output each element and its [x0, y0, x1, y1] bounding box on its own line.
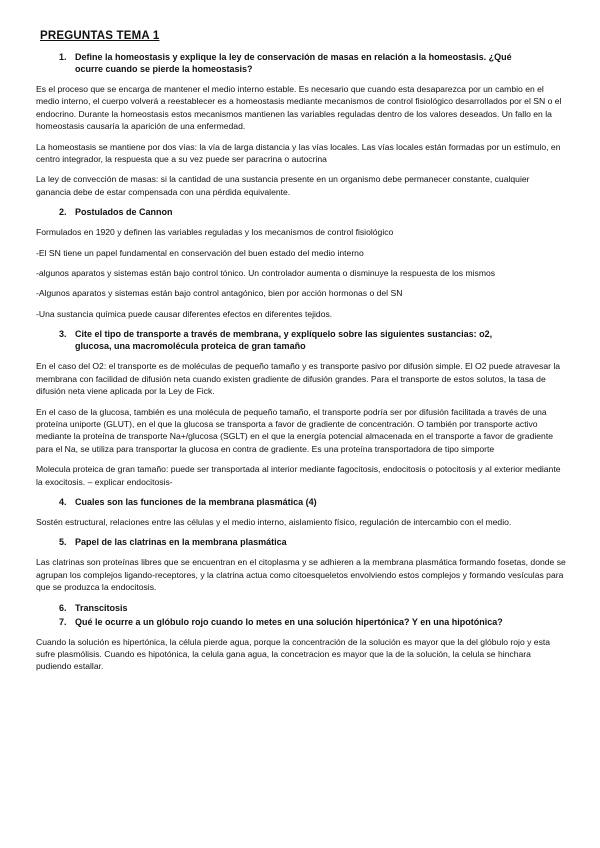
answer-paragraph: Sostén estructural, relaciones entre las células y el medio interno, aislamiento físico, regulación de intercambio con el medio. [36, 516, 512, 527]
question-number: 6. [59, 602, 67, 613]
answer-paragraph: -Una sustancia química puede causar diferentes efectos en diferentes tejidos. [36, 308, 333, 319]
answer-paragraph: Formulados en 1920 y definen las variables reguladas y los mecanismos de control fisiológico [36, 227, 394, 238]
question-text: Postulados de Cannon [75, 207, 173, 218]
answer-paragraph: -El SN tiene un papel fundamental en conservación del buen estado del medio interno [36, 247, 364, 258]
question-number: 4. [59, 496, 67, 507]
question-number: 7. [59, 616, 67, 627]
answer-paragraph: En el caso del O2: el transporte es de moléculas de pequeño tamaño y es transporte pasivo por difusión simple. El O2 puede atravesar la membrana con facilidad de difusión neta cuando existen gradiente de difusión grandes. Para el transporte de estos solutos, la tasa de difusión neta viene aplicada por la Ley de Fick. [36, 361, 561, 397]
question-heading [36, 536, 566, 548]
question-text: Transcitosis [75, 602, 128, 613]
question-text: Define la homeostasis y explique la ley de conservación de masas en relación a la homeostasis. ¿Qué ocurre cuando se pierde la homeostasis? [75, 52, 512, 74]
answer-paragraph: Es el proceso que se encarga de mantener el medio interno estable. Es necesario que cuando esta desaparezca por un cambio en el medio interno, el cuerpo volverá a reestablecer es a homeostasis mediante mecanismos de control fisiológico desarrollados por el SN o el endocrino. Durante la homeostasis estos mecanismos mantienen las variables reguladas dentro de los valores deseados. Un fallo en la homeostasis causaría la aparición de una enfermedad. [36, 84, 562, 132]
answer-paragraph: Molecula proteica de gran tamaño: puede ser transportada al interior mediante fagocitosis, endocitosis o potocitosis y al exterior mediante la exocitosis. – explicar endocitosis- [36, 464, 561, 487]
answer-paragraph: -algunos aparatos y sistemas están bajo control tónico. Un controlador aumenta o disminuye la respuesta de los mismos [36, 268, 496, 279]
question-number: 5. [59, 537, 67, 548]
question-text: Qué le ocurre a un glóbulo rojo cuando lo metes en una solución hipertónica? Y en una hipotónica? [75, 616, 503, 627]
answer-paragraph: La ley de convección de masas: si la cantidad de una sustancia presente en un organismo debe permanecer constante, cualquier ganancia debe de estar compensada con una pérdida equivalente. [36, 174, 530, 197]
answer-paragraph: En el caso de la glucosa, también es una molécula de pequeño tamaño, el transporte podría ser por difusión facilitada a través de una proteína uniporte (GLUT), en el que la glucosa se transporta a favor de gradiente de concentración. O también por transporte activo mediante la proteína de transporte Na+/glucosa (SGLT) en el que la energía potencial almacenada en el transporte a favor de gradiente para el Na, se utiliza para transportar la glucosa en contra de gradiente. Es una proteína transportadora de tipo simporte [36, 406, 553, 454]
question-number: 1. [59, 52, 67, 62]
question-heading [36, 206, 566, 218]
question-heading [36, 328, 566, 352]
question-number: 3. [59, 329, 67, 340]
document-page [36, 30, 566, 681]
answer-paragraph: Cuando la solución es hipertónica, la célula pierde agua, porque la concentración de la solución es mayor que la del glóbulo rojo y esta sufre plasmólisis. Cuando es hipotónica, la celula gana agua, la concetracion es mayor que la de la solución, la celula se hinchara pudiendo estallar. [36, 636, 551, 672]
answer-paragraph: La homeostasis se mantiene por dos vías: la vía de larga distancia y las vías locales. Las vías locales están formadas por un estímulo, en centro integrador, la respuesta que a su vez puede ser paracrina o autocrina [36, 141, 561, 165]
page-title: PREGUNTAS TEMA 1 [40, 30, 160, 42]
question-text: Cite el tipo de transporte a través de membrana, y explíquelo sobre las siguientes sustancias: o2, glucosa, una macromolécula proteica de gran tamaño [75, 329, 493, 352]
question-text: Cuales son las funciones de la membrana plasmática (4) [75, 496, 317, 507]
answer-paragraph: -Algunos aparatos y sistemas están bajo control antagónico, bien por acción hormonas o del SN [36, 288, 403, 299]
question-heading [36, 616, 566, 628]
question-heading [36, 496, 566, 508]
question-heading [36, 51, 566, 75]
question-heading [36, 602, 566, 614]
question-text: Papel de las clatrinas en la membrana plasmática [75, 537, 287, 548]
document-body [36, 51, 566, 673]
answer-paragraph: Las clatrinas son proteínas libres que se encuentran en el citoplasma y se adhieren a la membrana plasmática formando fosetas, donde se agrupan los complejos ligando-receptores, y la clatrina actua como citoesqueletos envolviendo estos complejos y formando vesículas para que se produzca la endocitosis. [36, 557, 566, 593]
question-number: 2. [59, 207, 67, 218]
